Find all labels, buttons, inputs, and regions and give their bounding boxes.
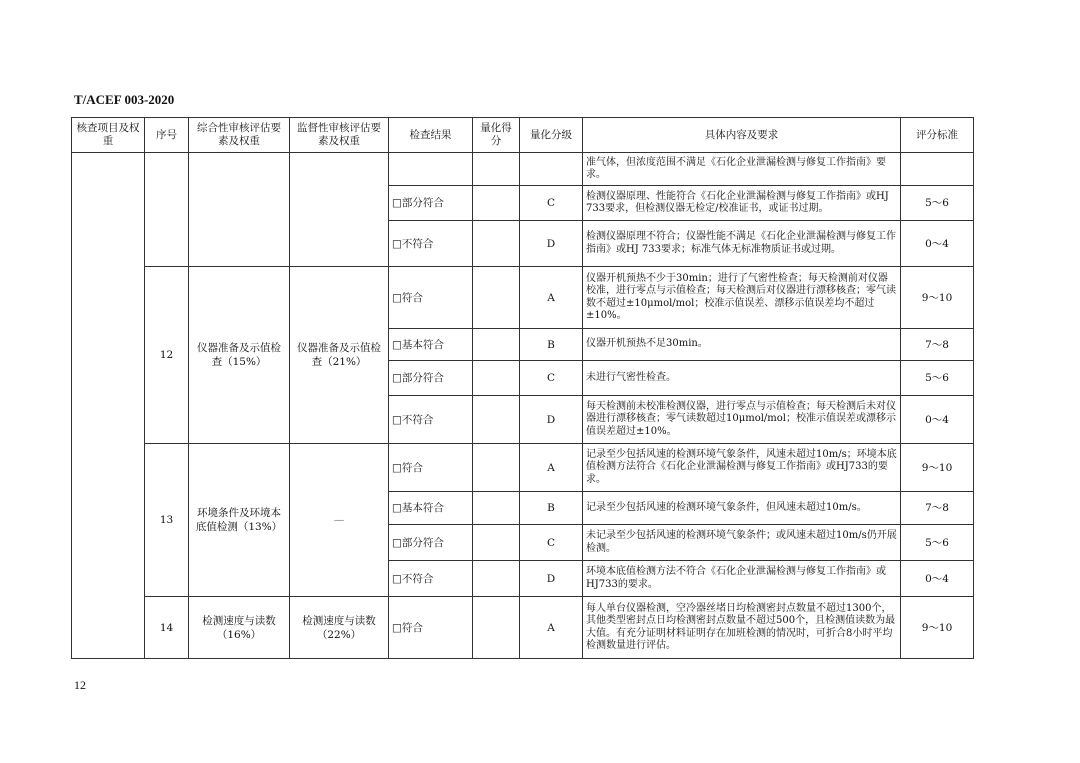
table-header-row — [72, 118, 974, 153]
result-cell: □部分符合 — [389, 186, 473, 221]
header-comprehensive: 综合性审核评估要素及权重 — [189, 118, 290, 153]
content-cell: 未进行气密性检查。 — [583, 361, 901, 396]
sup-cell — [290, 153, 389, 267]
table-row — [72, 153, 974, 186]
criteria-cell: 9～10 — [901, 267, 974, 329]
header-criteria: 评分标准 — [901, 118, 974, 153]
content-cell: 检测仪器原理、性能符合《石化企业泄漏检测与修复工作指南》或HJ 733要求，但检测仪器无检定/校准证书，或证书过期。 — [583, 186, 901, 221]
criteria-cell: 9～10 — [901, 597, 974, 659]
quant-score-cell — [473, 396, 520, 444]
quant-score-cell — [473, 267, 520, 329]
criteria-cell: 7～8 — [901, 492, 974, 525]
criteria-cell: 5～6 — [901, 186, 974, 221]
content-cell: 环境本底值检测方法不符合《石化企业泄漏检测与修复工作指南》或HJ733的要求。 — [583, 561, 901, 597]
sup-cell: 仪器准备及示值检查（21%） — [290, 267, 389, 444]
page-number: 12 — [74, 678, 86, 692]
content-cell: 仪器开机预热不足30min。 — [583, 329, 901, 361]
result-cell: □部分符合 — [389, 361, 473, 396]
result-cell — [389, 153, 473, 186]
result-cell: □基本符合 — [389, 329, 473, 361]
table-row — [72, 444, 974, 492]
result-cell: □符合 — [389, 267, 473, 329]
quant-score-cell — [473, 329, 520, 361]
criteria-cell: 5～6 — [901, 525, 974, 561]
header-result: 检查结果 — [389, 118, 473, 153]
grade-cell: A — [520, 597, 583, 659]
table-row — [72, 597, 974, 659]
content-cell: 准气体，但浓度范围不满足《石化企业泄漏检测与修复工作指南》要求。 — [583, 153, 901, 186]
result-cell: □不符合 — [389, 221, 473, 267]
category-cell — [72, 153, 145, 659]
header-content: 具体内容及要求 — [583, 118, 901, 153]
content-cell: 每人单台仪器检测，空冷器丝堵日均检测密封点数量不超过1300个，其他类型密封点日均检测密封点数量不超过500个，且检测值读数为最大值。有充分证明材料证明存在加班检测的情况时，可折合8小时平均检测数量进行评估。 — [583, 597, 901, 659]
criteria-cell: 0～4 — [901, 561, 974, 597]
grade-cell: A — [520, 444, 583, 492]
result-cell: □不符合 — [389, 561, 473, 597]
result-cell: □部分符合 — [389, 525, 473, 561]
quant-score-cell — [473, 186, 520, 221]
grade-cell: C — [520, 186, 583, 221]
grade-cell: B — [520, 329, 583, 361]
quant-score-cell — [473, 221, 520, 267]
grade-cell: A — [520, 267, 583, 329]
quant-score-cell — [473, 361, 520, 396]
seq-cell: 13 — [145, 444, 189, 597]
result-cell: □符合 — [389, 444, 473, 492]
comp-cell — [189, 153, 290, 267]
criteria-cell: 0～4 — [901, 221, 974, 267]
header-quant-grade: 量化分级 — [520, 118, 583, 153]
content-cell: 检测仪器原理不符合；仪器性能不满足《石化企业泄漏检测与修复工作指南》或HJ 733要求；标准气体无标准物质证书或过期。 — [583, 221, 901, 267]
header-supervisory: 监督性审核评估要素及权重 — [290, 118, 389, 153]
content-cell: 记录至少包括风速的检测环境气象条件，风速未超过10m/s；环境本底值检测方法符合《石化企业泄漏检测与修复工作指南》或HJ733的要求。 — [583, 444, 901, 492]
sup-cell: — — [290, 444, 389, 597]
quant-score-cell — [473, 444, 520, 492]
grade-cell: C — [520, 361, 583, 396]
seq-cell: 12 — [145, 267, 189, 444]
result-cell: □基本符合 — [389, 492, 473, 525]
result-cell: □符合 — [389, 597, 473, 659]
content-cell: 仪器开机预热不少于30min；进行了气密性检查；每天检测前对仪器校准，进行零点与示值检查；每天检测后对仪器进行漂移核查；零气读数不超过±10μmol/mol；校准示值误差、漂移示值误差均不超过±10%。 — [583, 267, 901, 329]
sup-cell: 检测速度与读数（22%） — [290, 597, 389, 659]
comp-cell: 仪器准备及示值检查（15%） — [189, 267, 290, 444]
quant-score-cell — [473, 597, 520, 659]
seq-cell — [145, 153, 189, 267]
grade-cell: B — [520, 492, 583, 525]
grade-cell — [520, 153, 583, 186]
header-category: 核查项目及权重 — [72, 118, 145, 153]
seq-cell: 14 — [145, 597, 189, 659]
document-id: T/ACEF 003-2020 — [74, 92, 175, 107]
quant-score-cell — [473, 561, 520, 597]
criteria-cell: 0～4 — [901, 396, 974, 444]
header-seq: 序号 — [145, 118, 189, 153]
grade-cell: D — [520, 221, 583, 267]
content-cell: 未记录至少包括风速的检测环境气象条件；或风速未超过10m/s仍开展检测。 — [583, 525, 901, 561]
comp-cell: 检测速度与读数（16%） — [189, 597, 290, 659]
criteria-cell — [901, 153, 974, 186]
grade-cell: D — [520, 561, 583, 597]
quant-score-cell — [473, 492, 520, 525]
quant-score-cell — [473, 153, 520, 186]
criteria-cell: 9～10 — [901, 444, 974, 492]
content-cell: 记录至少包括风速的检测环境气象条件，但风速未超过10m/s。 — [583, 492, 901, 525]
grade-cell: D — [520, 396, 583, 444]
result-cell: □不符合 — [389, 396, 473, 444]
content-cell: 每天检测前未校准检测仪器，进行零点与示值检查；每天检测后未对仪器进行漂移核查；零气读数超过10μmol/mol；校准示值误差或漂移示值误差超过±10%。 — [583, 396, 901, 444]
table-row — [72, 267, 974, 329]
evaluation-table — [71, 117, 974, 659]
quant-score-cell — [473, 525, 520, 561]
header-quant-score: 量化得分 — [473, 118, 520, 153]
comp-cell: 环境条件及环境本底值检测（13%） — [189, 444, 290, 597]
grade-cell: C — [520, 525, 583, 561]
criteria-cell: 5～6 — [901, 361, 974, 396]
criteria-cell: 7～8 — [901, 329, 974, 361]
